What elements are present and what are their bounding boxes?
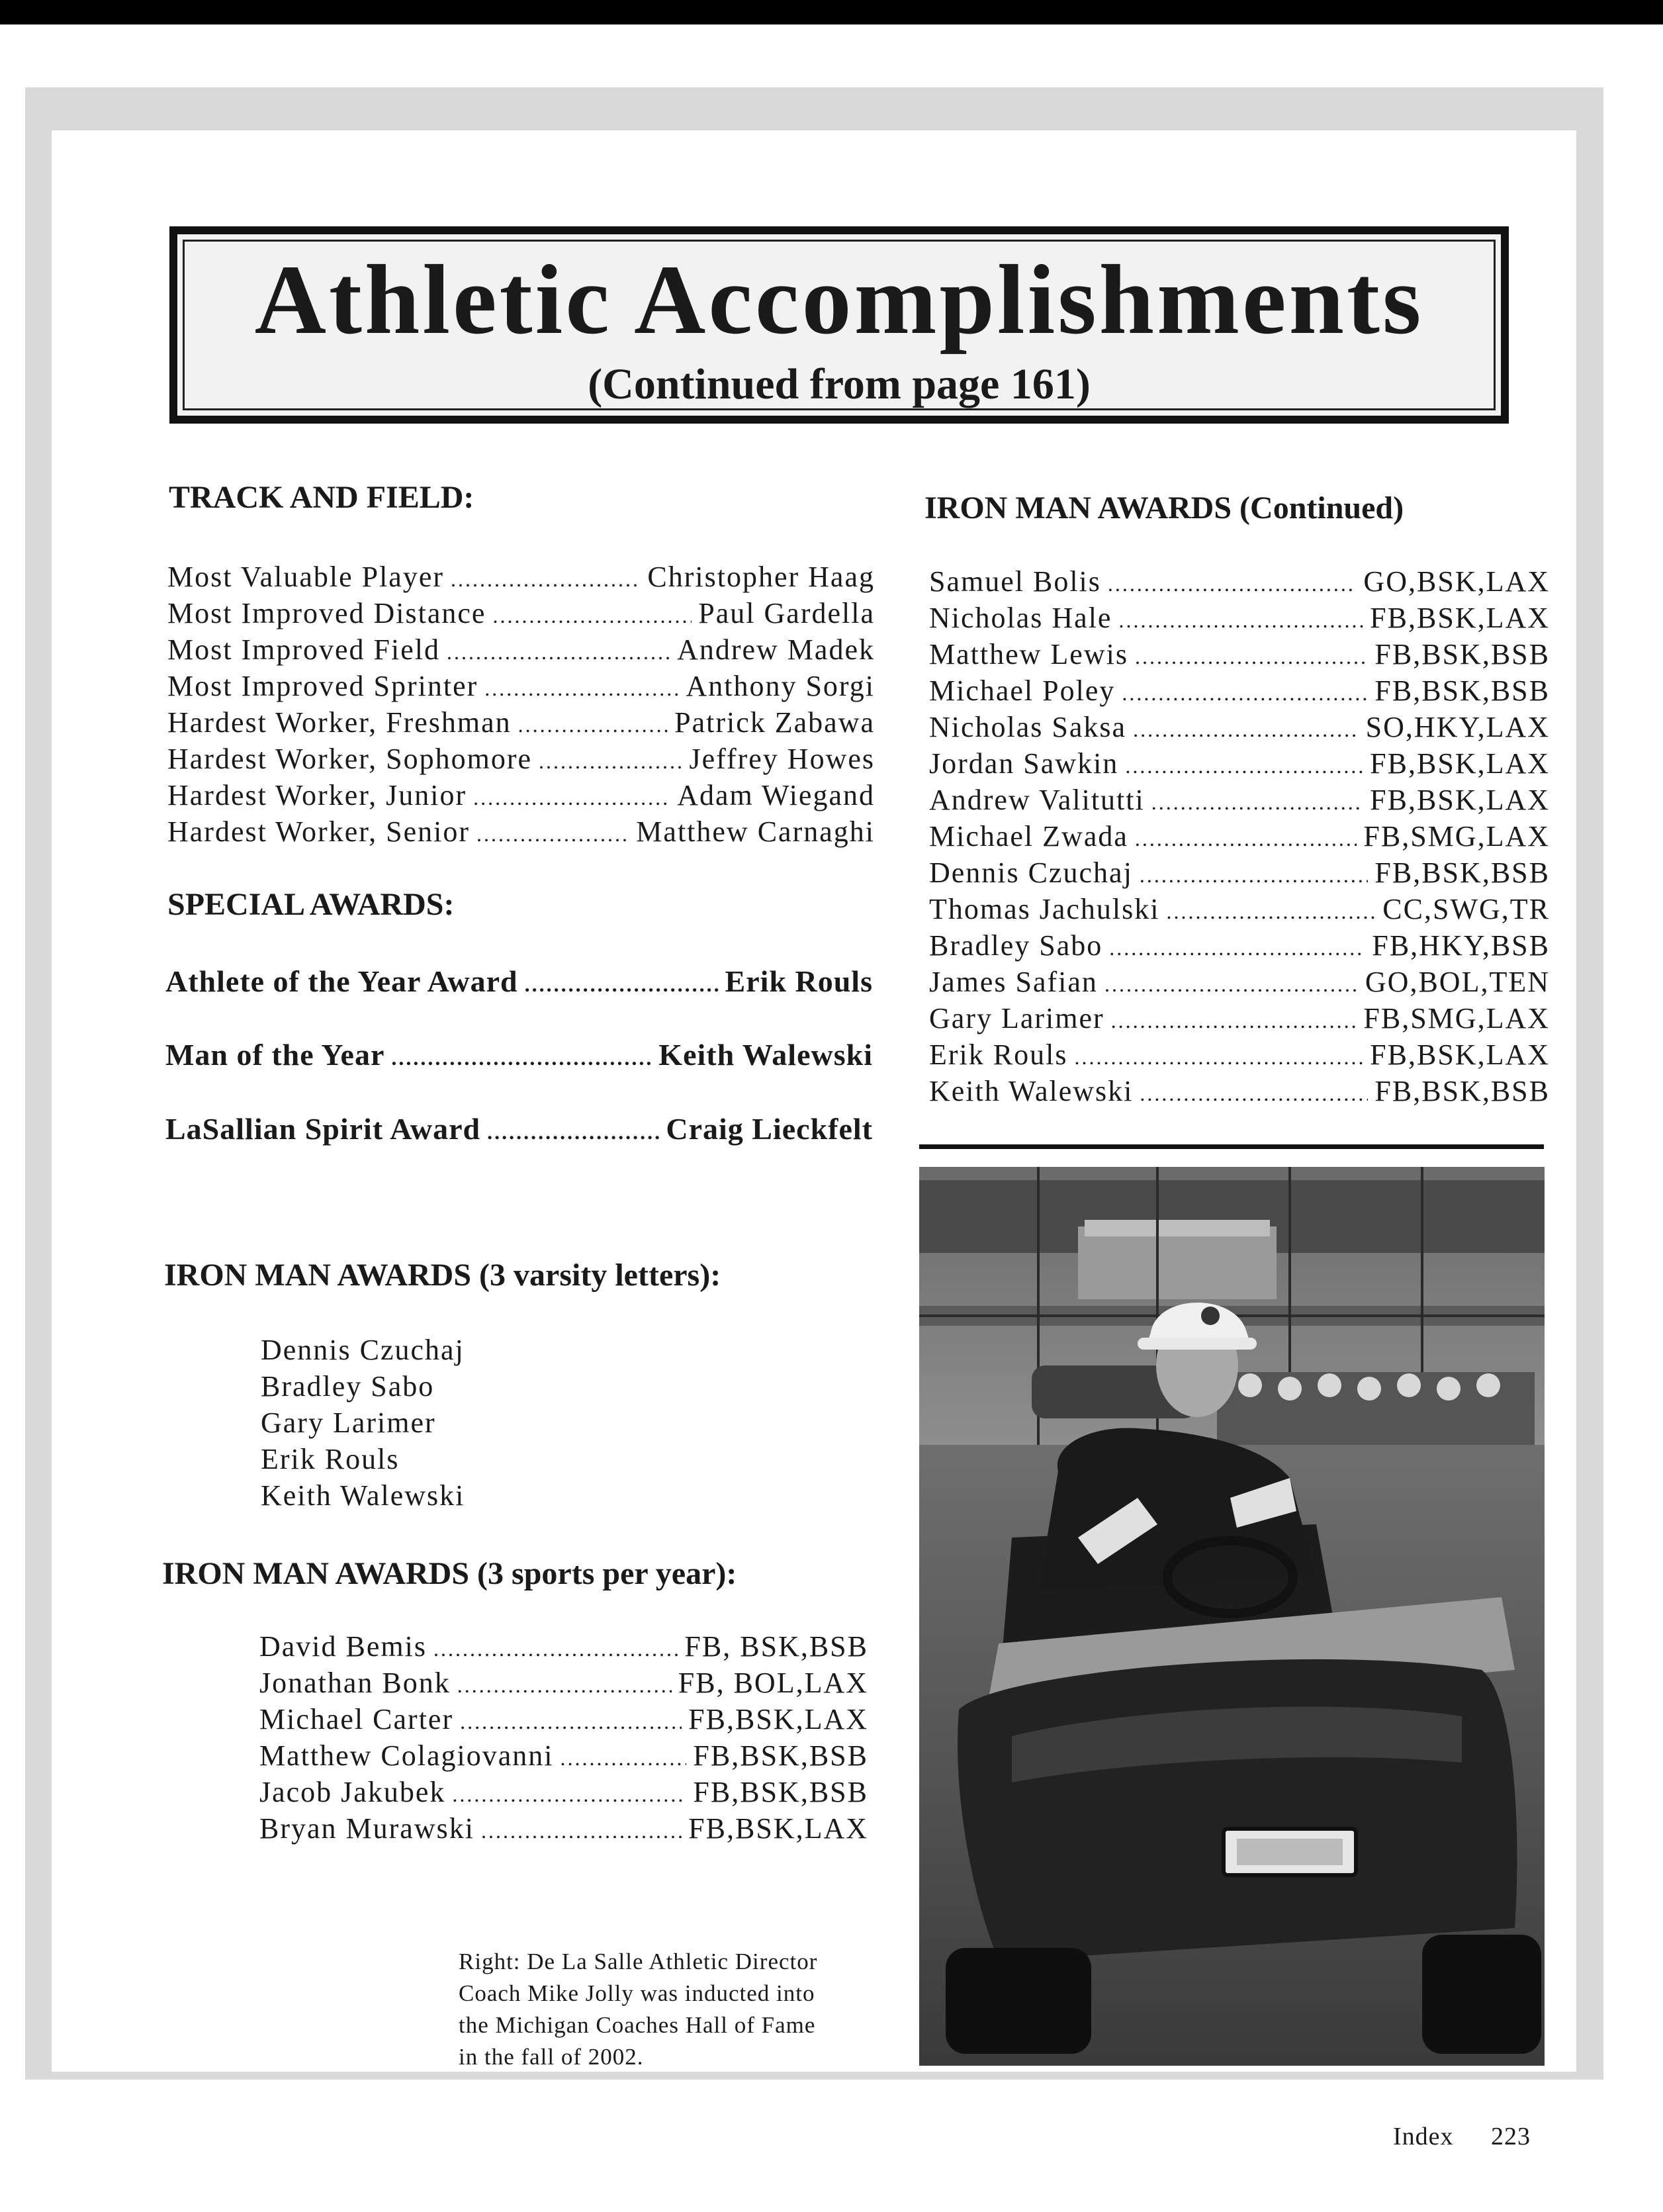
iron-man-row bbox=[929, 968, 1550, 997]
athlete-name: Michael Zwada bbox=[929, 820, 1128, 853]
athlete-name: Matthew Colagiovanni bbox=[259, 1739, 554, 1772]
award-label: Hardest Worker, Sophomore bbox=[167, 743, 532, 775]
athlete-name: Bryan Murawski bbox=[259, 1812, 474, 1845]
iron-man-row bbox=[929, 604, 1550, 633]
award-label: Hardest Worker, Senior bbox=[167, 815, 470, 848]
iron-man-sports-heading: IRON MAN AWARDS (3 sports per year): bbox=[162, 1556, 737, 1591]
athlete-sports: FB,SMG,LAX bbox=[1363, 820, 1550, 853]
special-award-row bbox=[165, 1114, 873, 1144]
iron-man-row bbox=[929, 713, 1550, 742]
iron-man-row bbox=[259, 1814, 868, 1843]
athlete-name: Bradley Sabo bbox=[929, 929, 1103, 962]
athlete-sports: FB,BSK,LAX bbox=[688, 1812, 868, 1845]
athlete-sports: FB,HKY,BSB bbox=[1372, 929, 1550, 962]
athlete-sports: FB,BSK,BSB bbox=[1374, 638, 1550, 670]
athlete-name: Andrew Valitutti bbox=[929, 784, 1145, 816]
caption-line: the Michigan Coaches Hall of Fame bbox=[459, 2012, 816, 2038]
track-field-row bbox=[167, 672, 875, 701]
award-winner: Craig Lieckfelt bbox=[666, 1112, 873, 1146]
list-item: Erik Rouls bbox=[261, 1443, 400, 1475]
athlete-sports: SO,HKY,LAX bbox=[1365, 711, 1550, 743]
section-divider bbox=[919, 1144, 1544, 1149]
athlete-sports: FB,BSK,BSB bbox=[1374, 856, 1550, 889]
athlete-sports: FB,BSK,LAX bbox=[1370, 1038, 1550, 1071]
athlete-name: David Bemis bbox=[259, 1630, 427, 1663]
iron-man-row bbox=[929, 1040, 1550, 1070]
iron-man-row bbox=[929, 895, 1550, 924]
iron-man-row bbox=[929, 567, 1550, 596]
iron-man-row bbox=[929, 786, 1550, 815]
athlete-name: Samuel Bolis bbox=[929, 565, 1101, 598]
track-field-row bbox=[167, 599, 875, 628]
athlete-name: Erik Rouls bbox=[929, 1038, 1068, 1071]
caption-line: in the fall of 2002. bbox=[459, 2044, 644, 2070]
iron-man-row bbox=[929, 676, 1550, 706]
iron-man-row bbox=[259, 1778, 868, 1807]
track-field-row bbox=[167, 635, 875, 665]
iron-man-continued-heading: IRON MAN AWARDS (Continued) bbox=[924, 490, 1404, 526]
award-label: Hardest Worker, Freshman bbox=[167, 706, 512, 739]
footer-section: Index bbox=[1393, 2123, 1454, 2150]
athlete-name: Dennis Czuchaj bbox=[929, 856, 1133, 889]
caption-line: Right: De La Salle Athletic Director bbox=[459, 1949, 818, 1974]
award-label: Athlete of the Year Award bbox=[165, 964, 518, 998]
award-winner: Andrew Madek bbox=[677, 633, 875, 666]
list-item: Bradley Sabo bbox=[261, 1370, 435, 1403]
athlete-name: Jordan Sawkin bbox=[929, 747, 1119, 780]
award-winner: Patrick Zabawa bbox=[674, 706, 875, 739]
iron-man-row bbox=[929, 858, 1550, 888]
athlete-name: Nicholas Hale bbox=[929, 602, 1112, 634]
track-field-row bbox=[167, 817, 875, 847]
athlete-sports: FB,BSK,LAX bbox=[688, 1703, 868, 1735]
track-field-heading: TRACK AND FIELD: bbox=[169, 480, 474, 515]
athlete-name: Thomas Jachulski bbox=[929, 893, 1160, 925]
iron-man-row bbox=[929, 931, 1550, 960]
athlete-name: Matthew Lewis bbox=[929, 638, 1128, 670]
iron-man-row bbox=[929, 1077, 1550, 1106]
athlete-sports: FB, BSK,BSB bbox=[684, 1630, 868, 1663]
athlete-name: Jonathan Bonk bbox=[259, 1667, 451, 1699]
iron-man-row bbox=[259, 1705, 868, 1734]
athlete-sports: GO,BSK,LAX bbox=[1363, 565, 1550, 598]
athlete-name: Michael Carter bbox=[259, 1703, 454, 1735]
track-field-row bbox=[167, 781, 875, 810]
track-field-row bbox=[167, 745, 875, 774]
award-winner: Paul Gardella bbox=[698, 597, 875, 629]
athlete-sports: FB,BSK,BSB bbox=[693, 1739, 868, 1772]
iron-man-row bbox=[929, 749, 1550, 778]
award-label: Most Improved Field bbox=[167, 633, 440, 666]
iron-man-row bbox=[259, 1632, 868, 1661]
athlete-sports: FB,BSK,BSB bbox=[1374, 674, 1550, 707]
title-box bbox=[169, 226, 1509, 424]
list-item: Keith Walewski bbox=[261, 1479, 465, 1512]
athlete-name: James Safian bbox=[929, 966, 1098, 998]
iron-man-row bbox=[929, 1004, 1550, 1033]
photo-caption bbox=[459, 1946, 882, 2073]
list-item: Dennis Czuchaj bbox=[261, 1334, 465, 1366]
award-winner: Jeffrey Howes bbox=[689, 743, 875, 775]
iron-man-row bbox=[929, 640, 1550, 669]
athlete-sports: FB, BOL,LAX bbox=[678, 1667, 868, 1699]
iron-man-letters-heading: IRON MAN AWARDS (3 varsity letters): bbox=[164, 1258, 721, 1293]
award-label: LaSallian Spirit Award bbox=[165, 1112, 481, 1146]
athlete-sports: FB,SMG,LAX bbox=[1363, 1002, 1550, 1035]
athlete-sports: FB,BSK,LAX bbox=[1370, 602, 1550, 634]
iron-man-row bbox=[259, 1669, 868, 1698]
award-winner: Adam Wiegand bbox=[677, 779, 875, 811]
athlete-sports: FB,BSK,BSB bbox=[1374, 1075, 1550, 1107]
athlete-name: Jacob Jakubek bbox=[259, 1776, 446, 1808]
track-field-row bbox=[167, 563, 875, 592]
athlete-sports: GO,BOL,TEN bbox=[1365, 966, 1550, 998]
award-label: Hardest Worker, Junior bbox=[167, 779, 467, 811]
athlete-name: Nicholas Saksa bbox=[929, 711, 1127, 743]
athlete-sports: FB,BSK,BSB bbox=[693, 1776, 868, 1808]
page-title: Athletic Accomplishments bbox=[254, 245, 1424, 355]
athlete-sports: FB,BSK,LAX bbox=[1370, 784, 1550, 816]
award-label: Most Valuable Player bbox=[167, 561, 445, 593]
caption-line: Coach Mike Jolly was inducted into bbox=[459, 1980, 815, 2006]
award-winner: Christopher Haag bbox=[647, 561, 875, 593]
list-item: Gary Larimer bbox=[261, 1406, 436, 1439]
iron-man-row bbox=[259, 1741, 868, 1771]
athlete-sports: CC,SWG,TR bbox=[1382, 893, 1550, 925]
athlete-name: Michael Poley bbox=[929, 674, 1116, 707]
award-winner: Erik Rouls bbox=[725, 964, 873, 998]
athlete-name: Keith Walewski bbox=[929, 1075, 1134, 1107]
athlete-sports: FB,BSK,LAX bbox=[1370, 747, 1550, 780]
coach-photo bbox=[919, 1167, 1545, 2066]
iron-man-row bbox=[929, 822, 1550, 851]
special-award-row bbox=[165, 966, 873, 997]
special-award-row bbox=[165, 1040, 873, 1070]
track-field-row bbox=[167, 708, 875, 737]
athlete-name: Gary Larimer bbox=[929, 1002, 1104, 1035]
page-number: 223 bbox=[1491, 2123, 1531, 2150]
award-label: Most Improved Sprinter bbox=[167, 670, 478, 702]
award-winner: Keith Walewski bbox=[658, 1038, 873, 1072]
page-subtitle: (Continued from page 161) bbox=[588, 360, 1091, 408]
award-label: Most Improved Distance bbox=[167, 597, 486, 629]
award-winner: Anthony Sorgi bbox=[686, 670, 875, 702]
special-awards-heading: SPECIAL AWARDS: bbox=[167, 887, 455, 922]
award-label: Man of the Year bbox=[165, 1038, 385, 1072]
award-winner: Matthew Carnaghi bbox=[636, 815, 875, 848]
